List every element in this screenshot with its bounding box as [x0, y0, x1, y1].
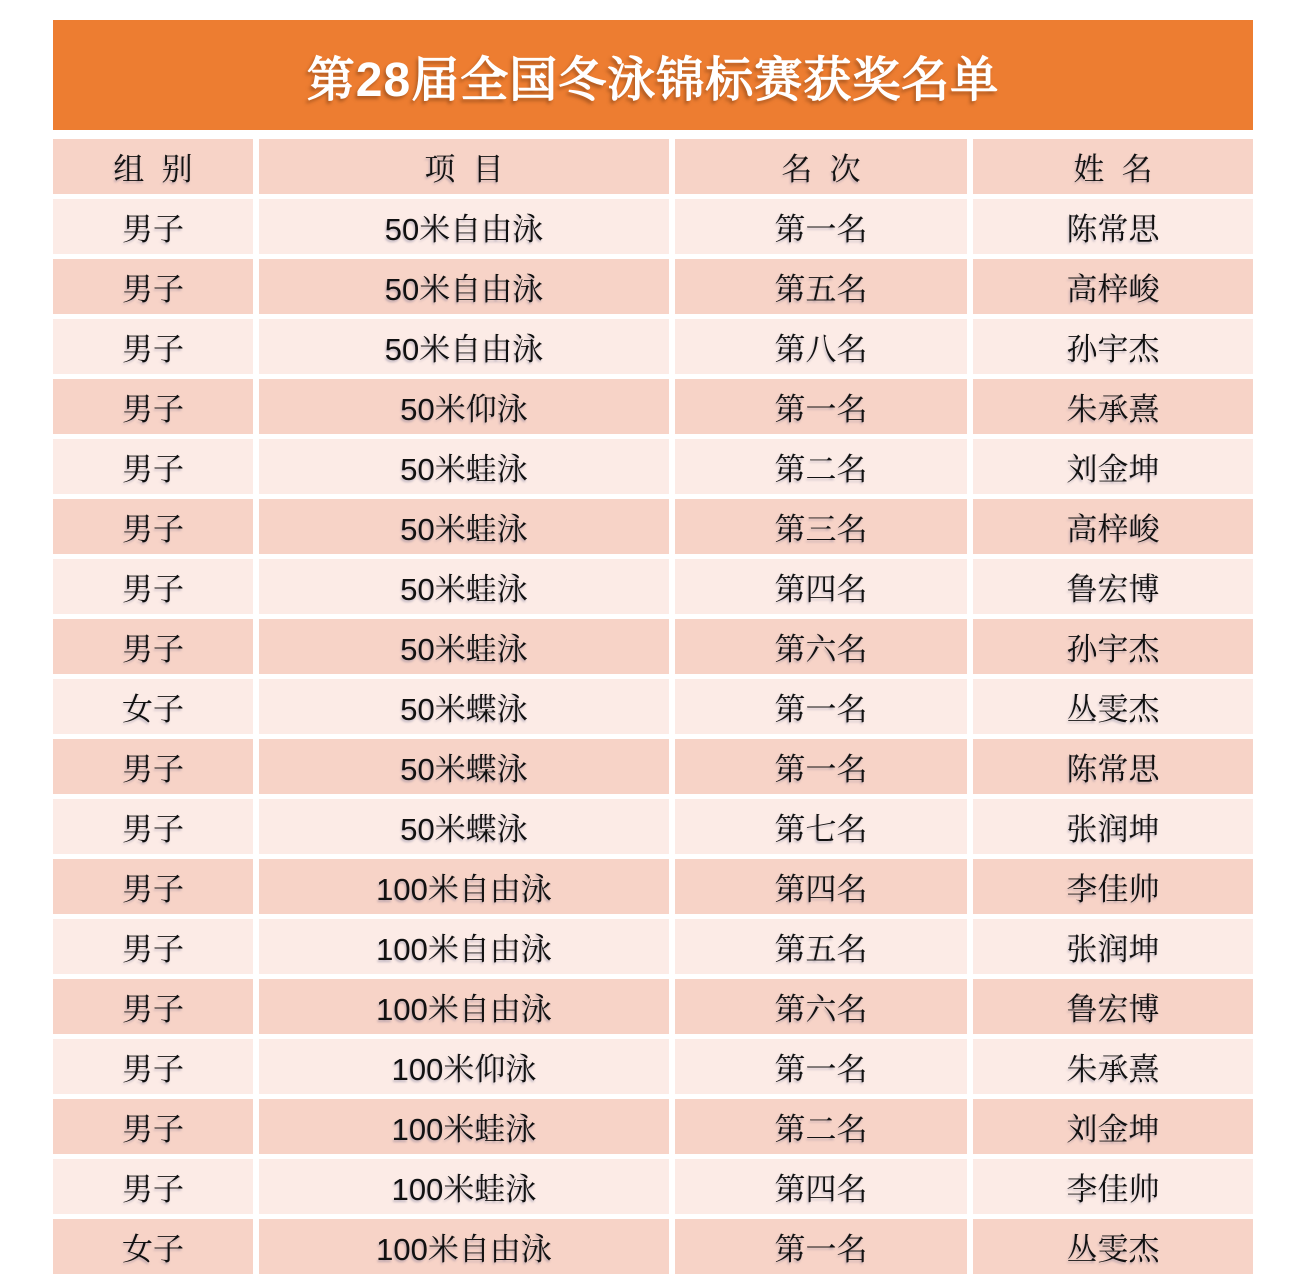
cell-rank: 第三名: [675, 499, 967, 554]
cell-group: 女子: [53, 1219, 253, 1274]
cell-name: 张润坤: [973, 799, 1253, 854]
cell-group: 男子: [53, 559, 253, 614]
cell-event: 50米仰泳: [259, 379, 669, 434]
cell-name: 朱承熹: [973, 379, 1253, 434]
cell-event: 50米自由泳: [259, 259, 669, 314]
cell-name: 丛雯杰: [973, 679, 1253, 734]
column-header-event: 项 目: [259, 139, 669, 194]
cell-group: 男子: [53, 1099, 253, 1154]
column-header-rank: 名 次: [675, 139, 967, 194]
cell-event: 100米自由泳: [259, 1219, 669, 1274]
cell-rank: 第二名: [675, 1099, 967, 1154]
cell-name: 刘金坤: [973, 1099, 1253, 1154]
cell-event: 50米蛙泳: [259, 499, 669, 554]
cell-name: 丛雯杰: [973, 1219, 1253, 1274]
cell-name: 李佳帅: [973, 1159, 1253, 1214]
awards-table: [53, 139, 1253, 1274]
cell-group: 男子: [53, 919, 253, 974]
cell-name: 孙宇杰: [973, 319, 1253, 374]
cell-rank: 第一名: [675, 1039, 967, 1094]
cell-name: 李佳帅: [973, 859, 1253, 914]
cell-event: 100米蛙泳: [259, 1159, 669, 1214]
cell-event: 100米仰泳: [259, 1039, 669, 1094]
page-title: 第28届全国冬泳锦标赛获奖名单: [306, 53, 1000, 107]
title-bar: [53, 20, 1253, 130]
cell-group: 男子: [53, 799, 253, 854]
cell-event: 100米自由泳: [259, 859, 669, 914]
cell-rank: 第五名: [675, 259, 967, 314]
cell-rank: 第一名: [675, 199, 967, 254]
cell-group: 男子: [53, 319, 253, 374]
cell-event: 100米自由泳: [259, 979, 669, 1034]
cell-event: 50米自由泳: [259, 199, 669, 254]
cell-event: 50米蛙泳: [259, 439, 669, 494]
cell-group: 男子: [53, 199, 253, 254]
cell-rank: 第四名: [675, 1159, 967, 1214]
cell-group: 男子: [53, 619, 253, 674]
cell-event: 50米自由泳: [259, 319, 669, 374]
cell-name: 鲁宏博: [973, 559, 1253, 614]
cell-group: 男子: [53, 979, 253, 1034]
column-header-group: 组 别: [53, 139, 253, 194]
cell-group: 男子: [53, 739, 253, 794]
cell-rank: 第二名: [675, 439, 967, 494]
cell-group: 女子: [53, 679, 253, 734]
cell-event: 50米蛙泳: [259, 619, 669, 674]
cell-event: 50米蛙泳: [259, 559, 669, 614]
cell-name: 高梓峻: [973, 499, 1253, 554]
cell-group: 男子: [53, 379, 253, 434]
cell-rank: 第六名: [675, 979, 967, 1034]
cell-name: 刘金坤: [973, 439, 1253, 494]
cell-event: 100米蛙泳: [259, 1099, 669, 1154]
cell-event: 50米蝶泳: [259, 679, 669, 734]
cell-rank: 第一名: [675, 1219, 967, 1274]
cell-event: 50米蝶泳: [259, 739, 669, 794]
cell-name: 高梓峻: [973, 259, 1253, 314]
cell-rank: 第一名: [675, 739, 967, 794]
cell-name: 陈常思: [973, 739, 1253, 794]
cell-rank: 第七名: [675, 799, 967, 854]
cell-group: 男子: [53, 859, 253, 914]
cell-name: 孙宇杰: [973, 619, 1253, 674]
cell-group: 男子: [53, 1159, 253, 1214]
cell-group: 男子: [53, 499, 253, 554]
cell-event: 100米自由泳: [259, 919, 669, 974]
cell-event: 50米蝶泳: [259, 799, 669, 854]
cell-rank: 第六名: [675, 619, 967, 674]
cell-name: 陈常思: [973, 199, 1253, 254]
cell-rank: 第五名: [675, 919, 967, 974]
cell-rank: 第八名: [675, 319, 967, 374]
column-header-name: 姓 名: [973, 139, 1253, 194]
cell-rank: 第四名: [675, 559, 967, 614]
cell-rank: 第四名: [675, 859, 967, 914]
cell-rank: 第一名: [675, 679, 967, 734]
cell-group: 男子: [53, 439, 253, 494]
cell-name: 鲁宏博: [973, 979, 1253, 1034]
cell-name: 朱承熹: [973, 1039, 1253, 1094]
cell-group: 男子: [53, 259, 253, 314]
cell-group: 男子: [53, 1039, 253, 1094]
award-sheet: [53, 20, 1253, 1274]
cell-name: 张润坤: [973, 919, 1253, 974]
cell-rank: 第一名: [675, 379, 967, 434]
